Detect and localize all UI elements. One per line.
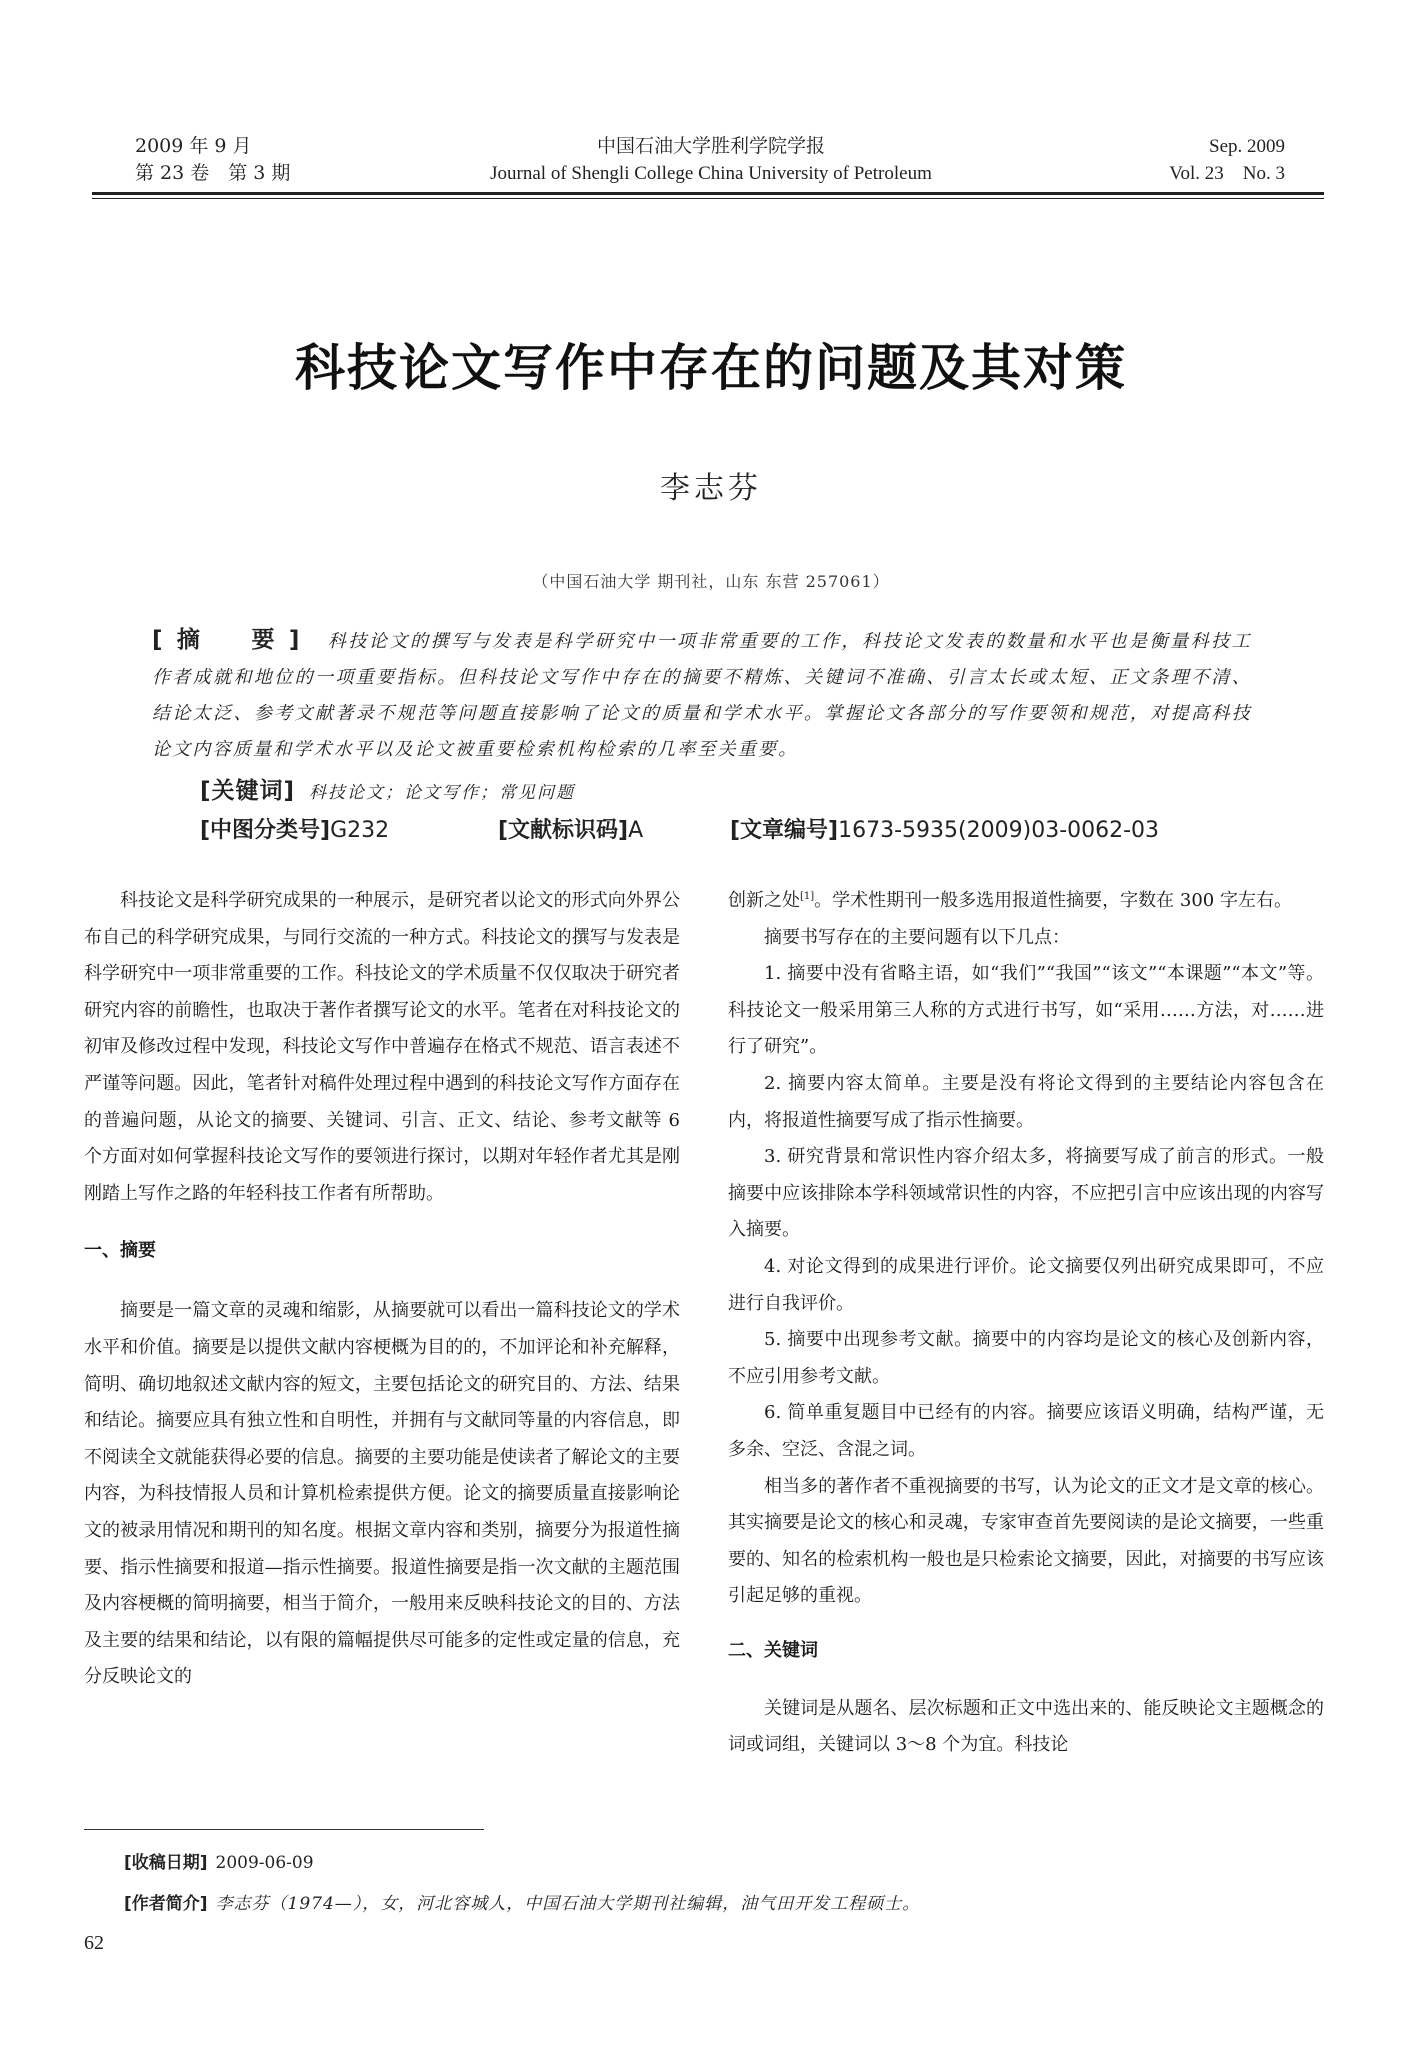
citation-marker: [1] (800, 891, 815, 902)
header-rule-thin (92, 198, 1324, 199)
document-code (498, 813, 643, 844)
section-heading-abstract: 一、摘要 (84, 1240, 156, 1262)
body-left-column (84, 883, 680, 1696)
summary-paragraph: 相当多的著作者不重视摘要的书写，认为论文的正文才是文章的核心。其实摘要是论文的核心和灵魂，专家审查首先要阅读的是论文摘要，一些重要的、知名的检索机构一般也是只检索论文摘要，因此，对摘要的书写应该引起足够的重视。 (728, 1475, 1324, 1607)
received-label: [收稿日期] (124, 1853, 208, 1873)
keywords-text: 科技论文；论文写作；常见问题 (309, 783, 576, 803)
footnote-received (124, 1848, 314, 1873)
section-heading-keywords: 二、关键词 (728, 1639, 818, 1661)
keywords-line (200, 772, 575, 805)
header-volume: 第 23 卷 第 3 期 (135, 162, 291, 184)
doc-code-value: A (628, 818, 644, 843)
article-number-label: [文章编号] (730, 818, 839, 843)
header-journal-en: Journal of Shengli College China University of Petroleum (490, 163, 932, 184)
clc-value: G232 (330, 818, 390, 843)
problems-intro: 摘要书写存在的主要问题有以下几点： (764, 926, 1070, 948)
header-date-en: Sep. 2009 (1209, 136, 1285, 157)
abstract-text: 科技论文的撰写与发表是科学研究中一项非常重要的工作，科技论文发表的数量和水平也是衡量科技工作者成就和地位的一项重要指标。但科技论文写作中存在的摘要不精炼、关键词不准确、引言太长或太短、正文条理不清、结论太泛、参考文献著录不规范等问题直接影响了论文的质量和学术水平。掌握论文各部分的写作要领和规范，对提高科技论文内容质量和学术水平以及论文被重要检索机构检索的几率至关重要。 (152, 631, 1253, 760)
continuation-tail: 。学术性期刊一般多选用报道性摘要，字数在 300 字左右。 (814, 890, 1292, 911)
bio-text: 李志芬（1974—），女，河北容城人，中国石油大学期刊社编辑，油气田开发工程硕士。 (215, 1894, 921, 1914)
continuation-paragraph (728, 883, 1324, 920)
author-affiliation: （中国石油大学 期刊社，山东 东营 257061） (532, 572, 890, 591)
received-date: 2009-06-09 (215, 1853, 314, 1873)
header-date: 2009 年 9 月 (135, 135, 252, 157)
keywords-label: [关键词] (200, 778, 296, 804)
clc-number (200, 813, 389, 844)
problem-item: 3. 研究背景和常识性内容介绍太多，将摘要写成了前言的形式。一般摘要中应该排除本学科领域常识性的内容，不应把引言中应该出现的内容写入摘要。 (728, 1146, 1324, 1241)
problem-item: 4. 对论文得到的成果进行评价。论文摘要仅列出研究成果即可，不应进行自我评价。 (728, 1255, 1324, 1314)
abstract-block (152, 622, 1252, 768)
paper-title: 科技论文写作中存在的问题及其对策 (295, 338, 1127, 397)
problem-item: 6. 简单重复题目中已经有的内容。摘要应该语义明确，结构严谨，无多余、空泛、含混之词。 (728, 1402, 1324, 1460)
paper-author: 李志芬 (660, 471, 762, 506)
header-volume-en: Vol. 23 No. 3 (1169, 163, 1285, 184)
header-journal-cn: 中国石油大学胜利学院学报 (596, 136, 825, 157)
article-number-value: 1673-5935(2009)03-0062-03 (838, 818, 1160, 843)
header-date-volume-en (1169, 133, 1285, 187)
doc-code-label: [文献标识码] (498, 818, 629, 843)
intro-paragraph: 科技论文是科学研究成果的一种展示，是研究者以论文的形式向外界公布自己的科学研究成果，与同行交流的一种方式。科技论文的撰写与发表是科学研究中一项非常重要的工作。科技论文的学术质量不仅仅取决于研究者研究内容的前瞻性，也取决于著作者撰写论文的水平。笔者在对科技论文的初审及修改过程中发现，科技论文写作中普遍存在格式不规范、语言表述不严谨等问题。因此，笔者针对稿件处理过程中遇到的科技论文写作方面存在的普遍问题，从论文的摘要、关键词、引言、正文、结论、参考文献等 6 个方面对如何掌握科技论文写作的要领进行探讨，以期对年轻作者尤其是刚刚踏上写作之路的年轻科技工作者有所帮助。 (84, 890, 680, 1204)
problem-item: 2. 摘要内容太简单。主要是没有将论文得到的主要结论内容包含在内，将报道性摘要写成了指示性摘要。 (728, 1072, 1324, 1131)
bio-label: [作者简介] (124, 1894, 208, 1914)
clc-label: [中图分类号] (200, 818, 331, 843)
page-number: 62 (84, 1932, 104, 1954)
section-abstract-paragraph: 摘要是一篇文章的灵魂和缩影，从摘要就可以看出一篇科技论文的学术水平和价值。摘要是以提供文献内容梗概为目的的，不加评论和补充解释，简明、确切地叙述文献内容的短文，主要包括论文的研究目的、方法、结果和结论。摘要应具有独立性和自明性，并拥有与文献同等量的内容信息，即不阅读全文就能获得必要的信息。摘要的主要功能是使读者了解论文的主要内容，为科技情报人员和计算机检索提供方便。论文的摘要质量直接影响论文的被录用情况和期刊的知名度。根据文章内容和类别，摘要分为报道性摘要、指示性摘要和报道—指示性摘要。报道性摘要是指一次文献的主题范围及内容梗概的简明摘要，相当于简介，一般用来反映科技论文的目的、方法及主要的结果和结论，以有限的篇幅提供尽可能多的定性或定量的信息，充分反映论文的 (84, 1300, 680, 1688)
problem-item: 5. 摘要中出现参考文献。摘要中的内容均是论文的核心及创新内容，不应引用参考文献。 (728, 1329, 1324, 1387)
abstract-label: [摘 要] (152, 627, 314, 653)
footnote-author-bio (124, 1889, 920, 1914)
footnote-rule (84, 1829, 484, 1830)
continuation-text: 创新之处 (728, 890, 800, 911)
header-rule-thick (92, 192, 1324, 195)
article-number (730, 813, 1159, 844)
problem-item: 1. 摘要中没有省略主语，如“我们”“我国”“该文”“本课题”“本文”等。科技论文一般采用第三人称的方式进行书写，如“采用……方法，对……进行了研究”。 (728, 963, 1324, 1058)
section-keywords-paragraph: 关键词是从题名、层次标题和正文中选出来的、能反映论文主题概念的词或词组，关键词以 3～8 个为宜。科技论 (728, 1697, 1324, 1756)
body-right-column (728, 883, 1324, 1764)
